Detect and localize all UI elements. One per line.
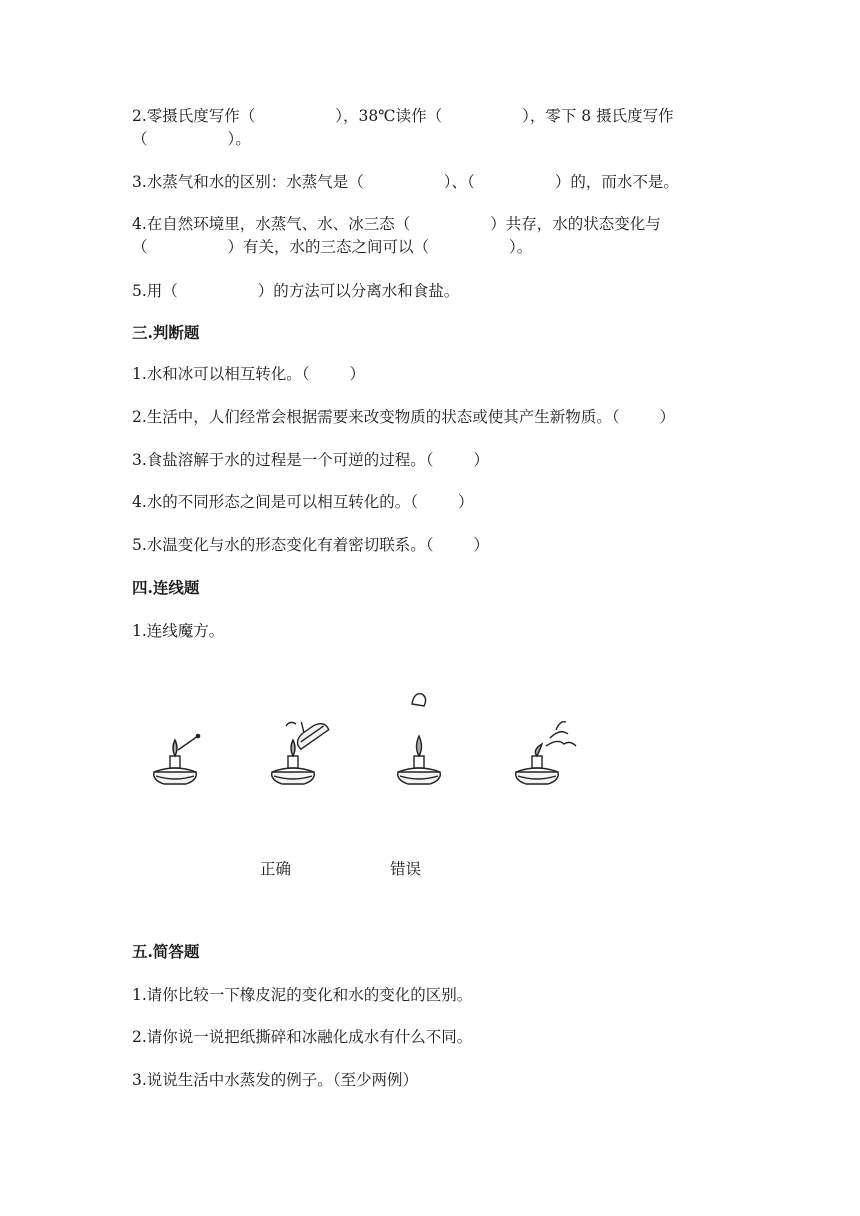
section-5-heading: 五.简答题 [132, 942, 200, 961]
label-correct: 正确 [260, 860, 292, 878]
question-4-line-1: 4.在自然环境里，水蒸气、水、冰三态（ ）共存，水的状态变化与 [132, 215, 661, 233]
short-answer-question-3: 3.说说生活中水蒸发的例子。（至少两例） [132, 1071, 419, 1089]
short-answer-question-1: 1.请你比较一下橡皮泥的变化和水的变化的区别。 [132, 986, 473, 1004]
alcohol-lamp-illustrations [140, 690, 600, 800]
question-2-line-1: 2.零摄氏度写作（ ），38℃读作（ ），零下 8 摄氏度写作 [132, 107, 674, 125]
question-4-line-2: （ ）有关，水的三态之间可以（ ）。 [132, 238, 533, 256]
matching-question-1: 1.连线魔方。 [132, 622, 225, 640]
judge-question-4: 4.水的不同形态之间是可以相互转化的。（ ） [132, 493, 474, 511]
short-answer-question-2: 2.请你说一说把纸撕碎和冰融化成水有什么不同。 [132, 1028, 473, 1046]
alcohol-lamp-blowing-icon [506, 690, 576, 800]
section-3-heading: 三.判断题 [132, 323, 200, 342]
judge-question-2: 2.生活中，人们经常会根据需要来改变物质的状态或使其产生新物质。（ ） [132, 408, 676, 426]
question-3: 3.水蒸气和水的区别：水蒸气是（ ）、（ ）的，而水不是。 [132, 173, 679, 191]
judge-question-5: 5.水温变化与水的形态变化有着密切联系。（ ） [132, 536, 490, 554]
judge-question-3: 3.食盐溶解于水的过程是一个可逆的过程。（ ） [132, 451, 490, 469]
alcohol-lamp-cap-icon [384, 690, 454, 800]
judge-question-1: 1.水和冰可以相互转化。（ ） [132, 365, 366, 383]
alcohol-lamp-match-icon [140, 690, 210, 800]
label-wrong: 错误 [390, 860, 422, 878]
section-4-heading: 四.连线题 [132, 578, 200, 597]
question-5: 5.用（ ）的方法可以分离水和食盐。 [132, 282, 460, 300]
alcohol-lamp-tilted-lamp-icon [262, 690, 332, 800]
question-2-line-2: （ ）。 [132, 130, 251, 148]
